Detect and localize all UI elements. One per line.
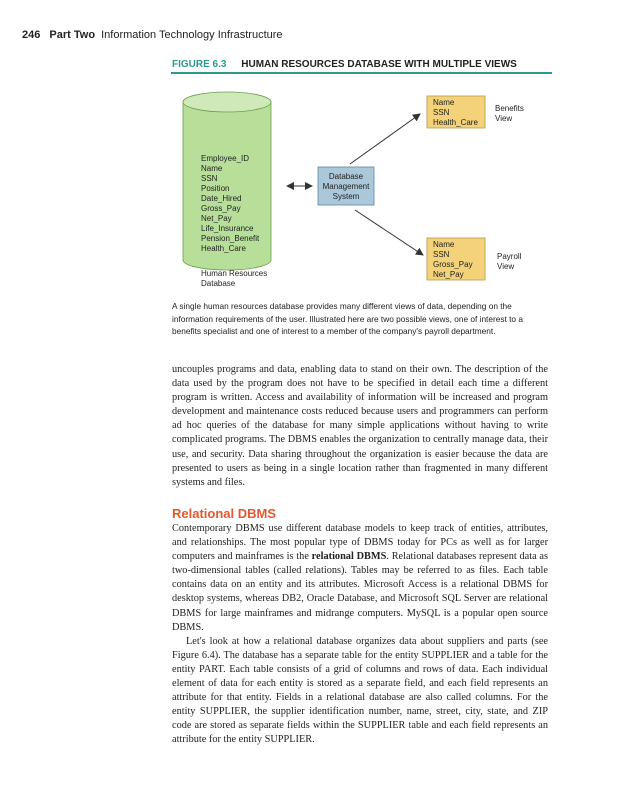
paragraph: uncouples programs and data, enabling data to stand on their own. The description of the data used by the program does not have to be specified in detail each time a different program is written. Access and availability of information will be increased and program development and maintenance costs reduced because users and programmers can perform ad hoc queries of the database for many simple applications without having to write complicated programs. The DBMS enables the organization to centrally manage data, their use, and security. Data sharing throughout the organization is easier because the data are presented to users as being in a single location rather than fragmented in many different systems and files. xyxy=(172,364,548,488)
db-field: Date_Hired xyxy=(201,194,242,203)
key-term: relational DBMS xyxy=(311,551,387,563)
running-header xyxy=(22,29,283,41)
view-field: Gross_Pay xyxy=(433,260,473,269)
figure-heading: HUMAN RESOURCES DATABASE WITH MULTIPLE VIEWS xyxy=(241,59,517,70)
dbms-label-line: Management xyxy=(322,182,370,191)
database-label xyxy=(201,269,267,289)
figure-title-rule xyxy=(171,72,552,74)
dbms-label-line: Database xyxy=(328,172,364,181)
view-field: SSN xyxy=(433,250,450,259)
paragraph-text: Contemporary DBMS use different database models to keep track of entities, attributes, and relationships. The most popular type of DBMS today for PCs as well as for larger computers and mainframes is the xyxy=(172,523,548,563)
paragraph: Let's look at how a relational database organizes data about suppliers and parts (see Figure 6.4). The database has a separate table for the entity SUPPLIER and a table for the entity PART. Each table consists of a grid of columns and rows of data. Each individual element of data for each entity is stored as a separate field, and each field represents an attribute for that entity. Fields in a relational database are also called columns. For the entity SUPPLIER, the supplier identification number, name, street, city, state, and ZIP code are stored as separate fields within the SUPPLIER table and each field represents an attribute for the entity SUPPLIER. xyxy=(172,635,548,746)
view-label-line: View xyxy=(495,114,513,123)
db-field: Position xyxy=(201,184,230,193)
view-label-line: View xyxy=(497,262,515,271)
figure-number: FIGURE 6.3 xyxy=(172,59,227,70)
figure-title xyxy=(172,59,517,70)
db-field: Health_Care xyxy=(201,244,246,253)
part-label: Part Two xyxy=(49,29,96,41)
db-field: Name xyxy=(201,164,223,173)
view-label-line: Benefits xyxy=(495,104,524,113)
part-title: Information Technology Infrastructure xyxy=(101,29,283,41)
benefits-view-label xyxy=(495,104,524,124)
db-field: Net_Pay xyxy=(201,214,232,223)
db-field: SSN xyxy=(201,174,218,183)
figure-diagram xyxy=(165,80,565,290)
view-field: Health_Care xyxy=(433,118,478,127)
body-text-top xyxy=(172,363,548,490)
view-field: SSN xyxy=(433,108,450,117)
view-label-line: Payroll xyxy=(497,252,522,261)
db-field: Employee_ID xyxy=(201,154,250,163)
page-number: 246 xyxy=(22,29,41,41)
figure-caption: A single human resources database provides many different views of data, depending on the information requirements of the user. Illustrated here are two possible views, one of interest to a benefits specialist and one of interest to a member of the company's payroll department. xyxy=(172,301,523,337)
body-text-section xyxy=(172,522,548,748)
dbms-label-line: System xyxy=(332,192,360,201)
db-field: Gross_Pay xyxy=(201,204,241,213)
db-field: Life_Insurance xyxy=(201,224,254,233)
database-label-line: Database xyxy=(201,279,236,288)
benefits-view-fields xyxy=(433,98,478,128)
database-label-line: Human Resources xyxy=(201,269,268,278)
payroll-view-label xyxy=(497,252,521,272)
view-field: Name xyxy=(433,240,455,249)
view-field: Name xyxy=(433,98,455,107)
benefits-arrow xyxy=(350,114,420,164)
paragraph xyxy=(172,522,548,635)
payroll-arrow xyxy=(355,210,423,255)
database-field-list xyxy=(201,154,259,254)
section-heading: Relational DBMS xyxy=(172,506,277,521)
db-field: Pension_Benefit xyxy=(201,234,260,243)
paragraph-text: . Relational databases represent data as two-dimensional tables (called relations). Tables may be referred to as files. Each table contains data on an entity and its attributes. Microsoft Access is a relational DBMS for desktop systems, whereas DB2, Oracle Database, and Microsoft SQL Server are relational DBMS for large mainframes and midrange computers. MySQL is a popular open source DBMS. xyxy=(172,551,549,633)
dbms-label xyxy=(318,172,374,202)
payroll-view-fields xyxy=(433,240,473,280)
view-field: Net_Pay xyxy=(433,270,464,279)
